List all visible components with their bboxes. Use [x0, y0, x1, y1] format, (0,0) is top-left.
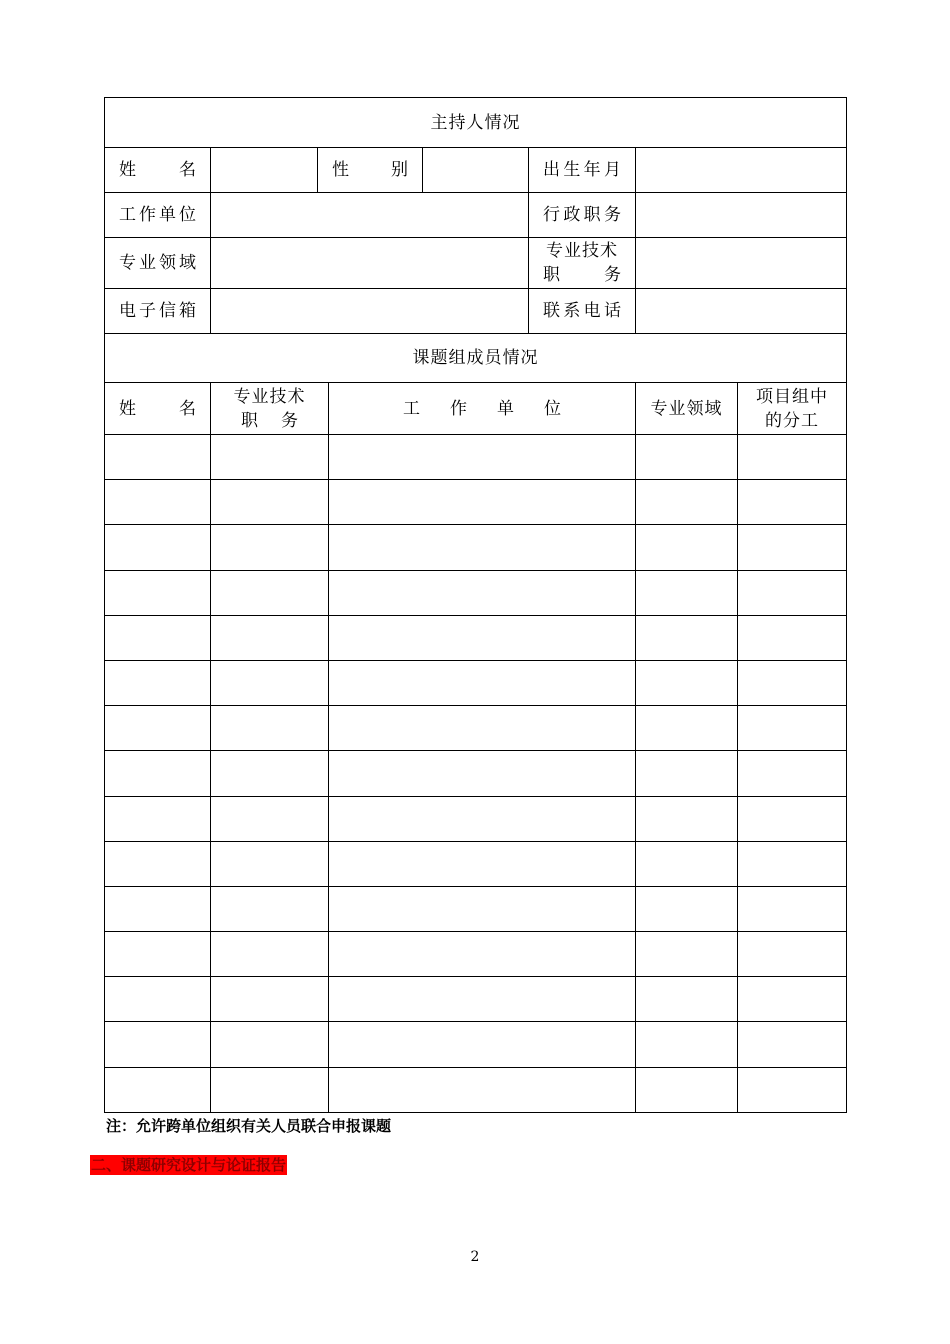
members-col-title: [211, 383, 329, 435]
member-name-cell[interactable]: [105, 570, 211, 615]
host-tech-title-line2: 职务: [543, 265, 621, 285]
member-role-cell[interactable]: [738, 480, 847, 525]
member-field-cell[interactable]: [636, 706, 738, 751]
member-field-cell[interactable]: [636, 435, 738, 480]
host-name-label: 姓名: [105, 148, 211, 193]
member-name-cell[interactable]: [105, 525, 211, 570]
member-role-cell[interactable]: [738, 660, 847, 705]
host-tech-title-field[interactable]: [636, 238, 847, 289]
member-row: [105, 525, 847, 570]
host-phone-field[interactable]: [636, 289, 847, 334]
member-title-cell[interactable]: [211, 660, 329, 705]
member-role-cell[interactable]: [738, 435, 847, 480]
host-section-title: 主持人情况: [105, 98, 847, 148]
page-number: 2: [470, 1249, 480, 1265]
member-row: [105, 570, 847, 615]
host-tech-title-line1: 专业技术: [546, 241, 618, 261]
host-field-label: 专业领域: [105, 238, 211, 289]
host-birth-field[interactable]: [636, 148, 847, 193]
members-section-title: 课题组成员情况: [105, 334, 847, 383]
member-title-cell[interactable]: [211, 977, 329, 1022]
host-birth-label: 出生年月: [529, 148, 636, 193]
member-unit-cell[interactable]: [329, 932, 636, 977]
member-unit-cell[interactable]: [329, 1067, 636, 1112]
member-row: [105, 796, 847, 841]
footnote: 注：允许跨单位组织有关人员联合申报课题: [106, 1117, 392, 1135]
host-gender-label: 性别: [318, 148, 423, 193]
member-field-cell[interactable]: [636, 615, 738, 660]
member-unit-cell[interactable]: [329, 841, 636, 886]
member-rows: [105, 435, 847, 1113]
application-form-table: [104, 97, 847, 1113]
member-role-cell[interactable]: [738, 706, 847, 751]
member-row: [105, 435, 847, 480]
host-field-field[interactable]: [211, 238, 529, 289]
member-role-cell[interactable]: [738, 751, 847, 796]
member-unit-cell[interactable]: [329, 435, 636, 480]
member-name-cell[interactable]: [105, 977, 211, 1022]
member-row: [105, 886, 847, 931]
member-field-cell[interactable]: [636, 1022, 738, 1067]
members-col-role: [738, 383, 847, 435]
member-title-cell[interactable]: [211, 706, 329, 751]
member-role-cell[interactable]: [738, 1067, 847, 1112]
member-row: [105, 615, 847, 660]
member-field-cell[interactable]: [636, 796, 738, 841]
member-row: [105, 1067, 847, 1112]
section-heading: 二、课题研究设计与论证报告: [91, 1156, 287, 1174]
member-field-cell[interactable]: [636, 977, 738, 1022]
member-unit-cell[interactable]: [329, 886, 636, 931]
member-unit-cell[interactable]: [329, 525, 636, 570]
member-field-cell[interactable]: [636, 1067, 738, 1112]
member-name-cell[interactable]: [105, 841, 211, 886]
member-role-cell[interactable]: [738, 570, 847, 615]
member-name-cell[interactable]: [105, 796, 211, 841]
member-title-cell[interactable]: [211, 435, 329, 480]
member-unit-cell[interactable]: [329, 977, 636, 1022]
member-title-cell[interactable]: [211, 525, 329, 570]
member-title-cell[interactable]: [211, 570, 329, 615]
member-name-cell[interactable]: [105, 1067, 211, 1112]
member-role-cell[interactable]: [738, 886, 847, 931]
member-title-cell[interactable]: [211, 886, 329, 931]
members-col-name: 姓名: [105, 383, 211, 435]
member-name-cell[interactable]: [105, 435, 211, 480]
member-field-cell[interactable]: [636, 751, 738, 796]
member-title-cell[interactable]: [211, 480, 329, 525]
member-field-cell[interactable]: [636, 525, 738, 570]
member-unit-cell[interactable]: [329, 615, 636, 660]
member-row: [105, 1022, 847, 1067]
member-unit-cell[interactable]: [329, 706, 636, 751]
member-unit-cell[interactable]: [329, 1022, 636, 1067]
host-gender-field[interactable]: [423, 148, 529, 193]
member-field-cell[interactable]: [636, 841, 738, 886]
member-title-cell[interactable]: [211, 615, 329, 660]
member-title-cell[interactable]: [211, 751, 329, 796]
host-name-field[interactable]: [211, 148, 318, 193]
member-row: [105, 706, 847, 751]
member-name-cell[interactable]: [105, 615, 211, 660]
member-field-cell[interactable]: [636, 480, 738, 525]
member-role-cell[interactable]: [738, 977, 847, 1022]
host-admin-post-label: 行政职务: [529, 193, 636, 238]
host-phone-label: 联系电话: [529, 289, 636, 334]
member-field-cell[interactable]: [636, 886, 738, 931]
member-name-cell[interactable]: [105, 480, 211, 525]
member-title-cell[interactable]: [211, 796, 329, 841]
member-role-cell[interactable]: [738, 1022, 847, 1067]
member-row: [105, 660, 847, 705]
member-unit-cell[interactable]: [329, 480, 636, 525]
member-name-cell[interactable]: [105, 1022, 211, 1067]
host-email-field[interactable]: [211, 289, 529, 334]
member-role-cell[interactable]: [738, 932, 847, 977]
member-row: [105, 932, 847, 977]
members-col-field: 专业领域: [636, 383, 738, 435]
member-role-cell[interactable]: [738, 525, 847, 570]
member-title-cell[interactable]: [211, 1067, 329, 1112]
member-row: [105, 480, 847, 525]
host-work-unit-label: 工作单位: [105, 193, 211, 238]
member-title-cell[interactable]: [211, 841, 329, 886]
members-col-title-line2: 职务: [241, 410, 298, 431]
host-work-unit-field[interactable]: [211, 193, 529, 238]
members-col-title-line1: 专业技术: [233, 386, 306, 407]
member-field-cell[interactable]: [636, 660, 738, 705]
member-unit-cell[interactable]: [329, 660, 636, 705]
host-admin-post-field[interactable]: [636, 193, 847, 238]
members-col-role-line2: 的分工: [765, 410, 820, 431]
member-name-cell[interactable]: [105, 751, 211, 796]
member-role-cell[interactable]: [738, 796, 847, 841]
member-name-cell[interactable]: [105, 660, 211, 705]
member-title-cell[interactable]: [211, 1022, 329, 1067]
members-col-role-line1: 项目组中: [756, 386, 829, 407]
member-field-cell[interactable]: [636, 570, 738, 615]
host-email-label: 电子信箱: [105, 289, 211, 334]
member-row: [105, 977, 847, 1022]
member-name-cell[interactable]: [105, 886, 211, 931]
member-name-cell[interactable]: [105, 706, 211, 751]
member-row: [105, 751, 847, 796]
member-field-cell[interactable]: [636, 932, 738, 977]
member-role-cell[interactable]: [738, 615, 847, 660]
host-tech-title-label: [529, 238, 636, 289]
member-row: [105, 841, 847, 886]
member-unit-cell[interactable]: [329, 570, 636, 615]
member-unit-cell[interactable]: [329, 751, 636, 796]
member-role-cell[interactable]: [738, 841, 847, 886]
member-title-cell[interactable]: [211, 932, 329, 977]
member-unit-cell[interactable]: [329, 796, 636, 841]
members-col-unit: 工作单位: [329, 383, 636, 435]
member-name-cell[interactable]: [105, 932, 211, 977]
